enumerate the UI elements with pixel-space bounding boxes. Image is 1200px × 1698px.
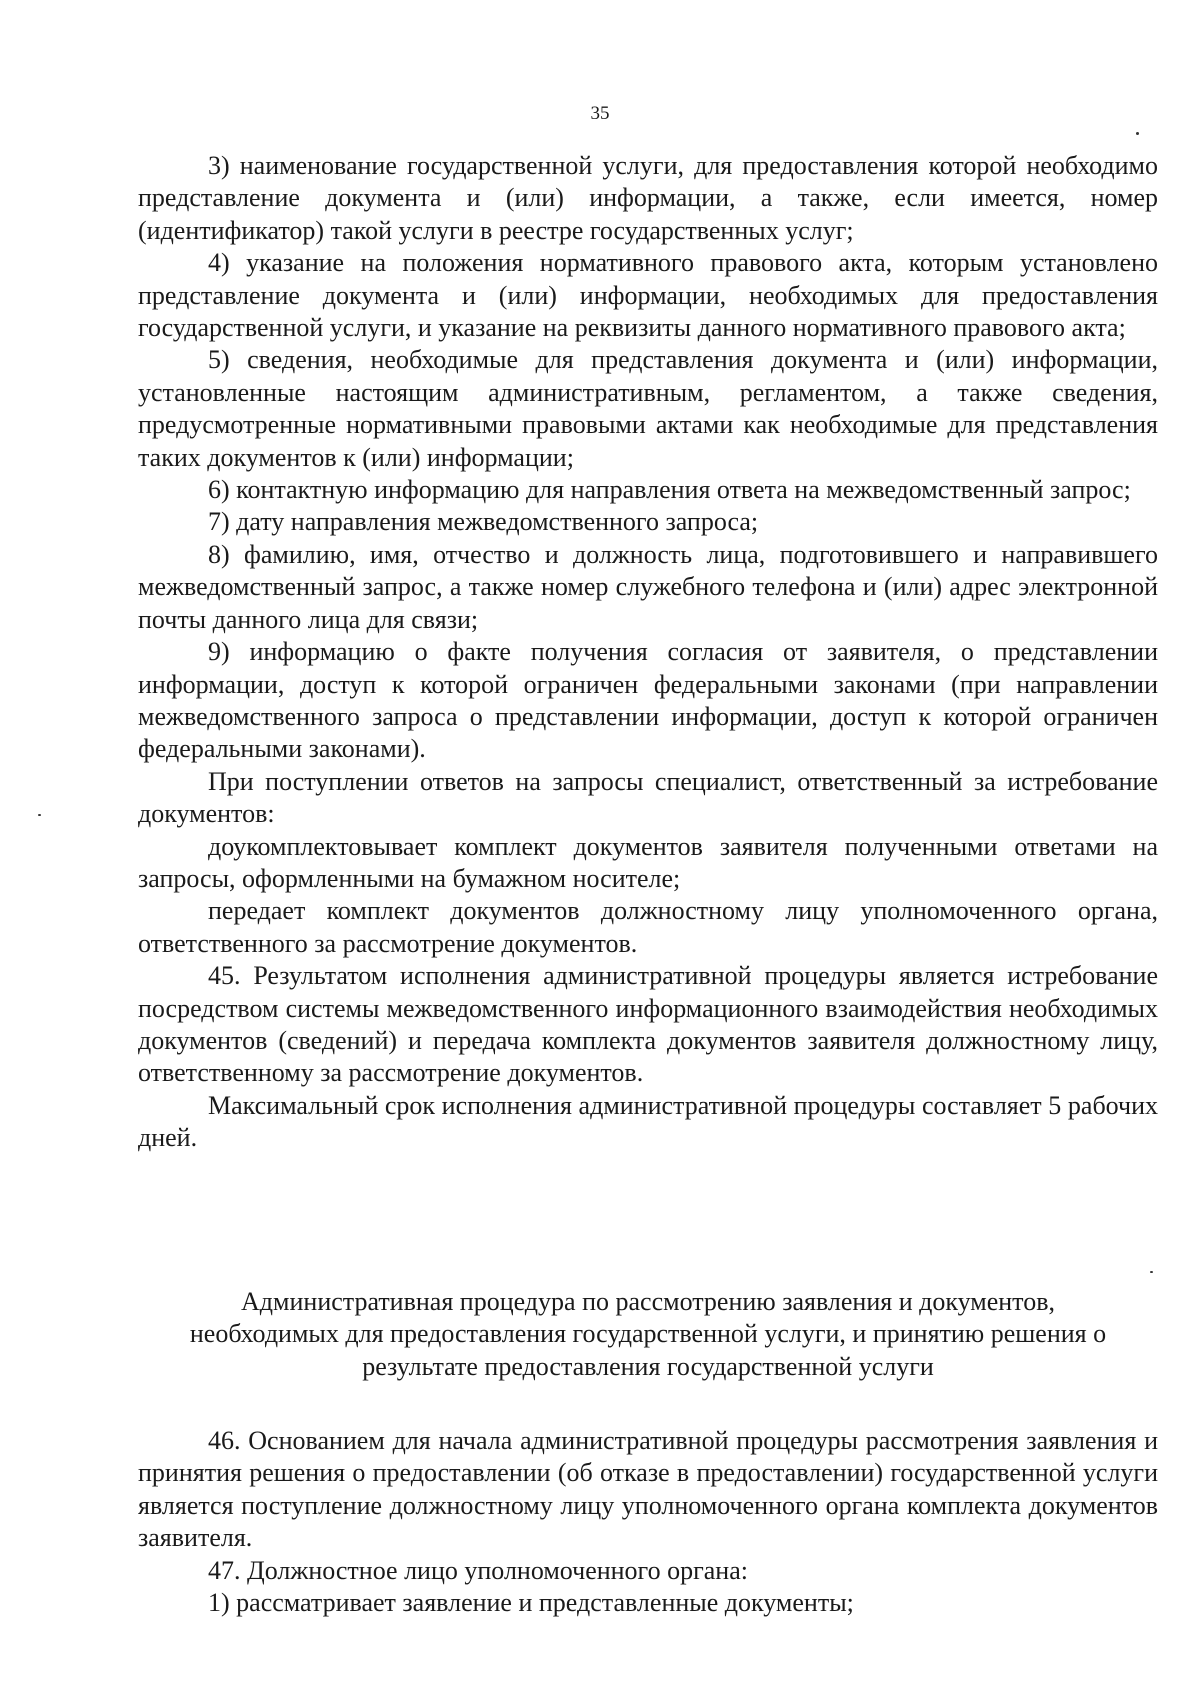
- paragraph-item-4: 4) указание на положения нормативного правового акта, которым установлено представление документа и (или) информации, необходимых для предоставления государственной услуги, и указание на реквизиты данного нормативного правового акта;: [138, 248, 1158, 343]
- body-text-section-2: [138, 1425, 1158, 1619]
- scan-speck: [38, 814, 41, 816]
- paragraph-item-45: 45. Результатом исполнения административной процедуры является истребование посредством системы межведомственного информационного взаимодействия необходимых документов (сведений) и передача комплекта документов заявителя должностному лицу, ответственному за рассмотрение документов.: [138, 961, 1158, 1088]
- body-text-section-1: [138, 150, 1158, 1155]
- paragraph-transfers-set: передает комплект документов должностному лицу уполномоченного органа, ответственного за рассмотрение документов.: [138, 896, 1158, 958]
- paragraph-item-47: 47. Должностное лицо уполномоченного органа:: [208, 1555, 748, 1585]
- section-heading: [138, 1286, 1158, 1383]
- section-heading-line-3: результате предоставления государственной услуги: [362, 1351, 934, 1381]
- paragraph-item-47-1: 1) рассматривает заявление и представленные документы;: [208, 1588, 854, 1618]
- paragraph-item-3: 3) наименование государственной услуги, для предоставления которой необходимо представление документа и (или) информации, а также, если имеется, номер (идентификатор) такой услуги в реестре государственных услуг;: [138, 151, 1158, 245]
- paragraph-item-46: 46. Основанием для начала административной процедуры рассмотрения заявления и принятия решения о предоставлении (об отказе в предоставлении) государственной услуги является поступление должностному лицу уполномоченного органа комплекта документов заявителя.: [138, 1426, 1158, 1553]
- section-heading-line-1: Административная процедура по рассмотрению заявления и документов,: [241, 1287, 1055, 1316]
- paragraph-item-6: 6) контактную информацию для направления ответа на межведомственный запрос;: [208, 475, 1131, 505]
- scan-speck: [1136, 132, 1139, 135]
- page-number: 35: [590, 103, 610, 124]
- section-heading-line-2: необходимых для предоставления государственной услуги, и принятию решения о: [189, 1319, 1107, 1349]
- paragraph-item-9: 9) информацию о факте получения согласия от заявителя, о представлении информации, доступ к которой ограничен федеральными законами (при направлении межведомственного запроса о представлении информации, доступ к которой ограничен федеральными законами).: [138, 637, 1158, 764]
- paragraph-item-5: 5) сведения, необходимые для представления документа и (или) информации, установленные настоящим административным, регламентом, а также сведения, предусмотренные нормативными правовыми актами как необходимые для представления таких документов к (или) информации;: [138, 345, 1158, 472]
- paragraph-max-term: Максимальный срок исполнения административной процедуры составляет 5 рабочих дней.: [138, 1090, 1158, 1153]
- paragraph-item-8: 8) фамилию, имя, отчество и должность лица, подготовившего и направившего межведомственный запрос, а также номер служебного телефона и (или) адрес электронной почты данного лица для связи;: [138, 539, 1158, 634]
- paragraph-responses: При поступлении ответов на запросы специалист, ответственный за истребование документов:: [138, 766, 1158, 829]
- scan-speck: [1150, 1271, 1153, 1273]
- paragraph-item-7: 7) дату направления межведомственного запроса;: [208, 507, 759, 537]
- paragraph-completes-set: доукомплектовывает комплект документов заявителя полученными ответами на запросы, оформленными на бумажном носителе;: [138, 831, 1158, 893]
